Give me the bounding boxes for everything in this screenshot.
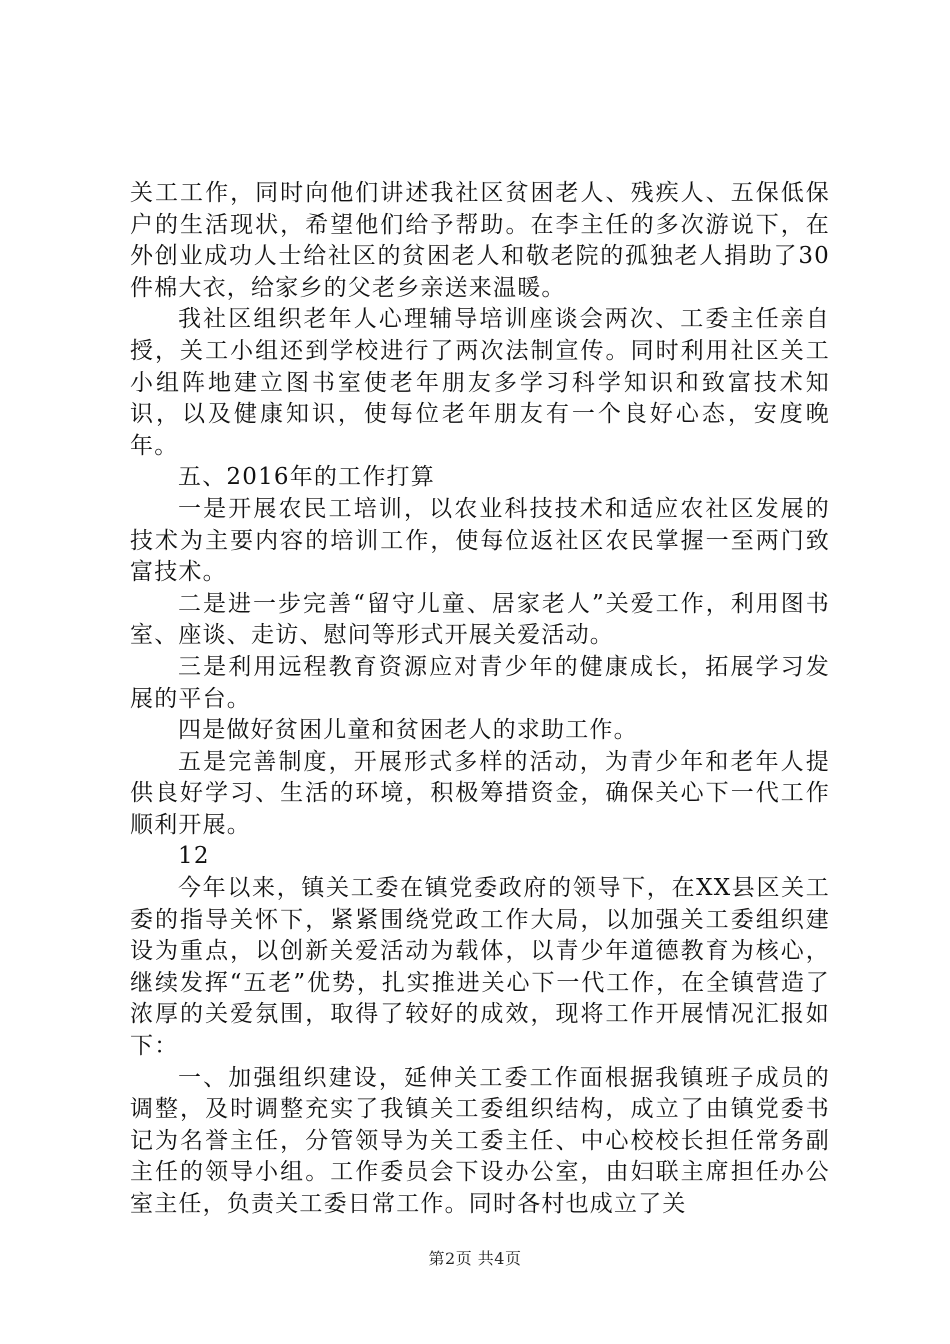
page-footer: 第2页 共4页 [428,1249,522,1268]
document-body [130,178,830,1221]
plan-item-5: 五是完善制度，开展形式多样的活动，为青少年和老年人提供良好学习、生活的环境，积极筹措资金，确保关心下一代工作顺利开展。 [130,748,830,838]
plan-item-1: 一是开展农民工培训，以农业科技技术和适应农社区发展的技术为主要内容的培训工作，使每位返社区农民掌握一至两门致富技术。 [130,495,830,586]
paragraph-organization: 一、加强组织建设，延伸关工委工作面根据我镇班子成员的调整，及时调整充实了我镇关工委组织结构，成立了由镇党委书记为名誉主任，分管领导为关工委主任、中心校校长担任常务副主任的领导小组。工作委员会下设办公室，由妇联主席担任办公室主任，负责关工委日常工作。同时各村也成立了关 [130,1064,830,1217]
plan-item-4: 四是做好贫困儿童和贫困老人的求助工作。 [178,717,638,744]
plan-item-3: 三是利用远程教育资源应对青少年的健康成长，拓展学习发展的平台。 [130,653,830,712]
section-number: 12 [178,843,210,870]
plan-item-2: 二是进一步完善“留守儿童、居家老人”关爱工作，利用图书室、座谈、走访、慰问等形式开展关爱活动。 [130,590,830,649]
paragraph-introduction: 今年以来，镇关工委在镇党委政府的领导下，在XX县区关工委的指导关怀下，紧紧围绕党政工作大局，以加强关工委组织建设为重点，以创新关爱活动为载体，以青少年道德教育为核心，继续发挥“五老”优势，扎实推进关心下一代工作，在全镇营造了浓厚的关爱氛围，取得了较好的成效，现将工作开展情况汇报如下： [130,875,830,1060]
paragraph-training-seminar: 我社区组织老年人心理辅导培训座谈会两次、工委主任亲自授，关工小组还到学校进行了两次法制宣传。同时利用社区关工小组阵地建立图书室使老年朋友多学习科学知识和致富技术知识，以及健康知识，使每位老年朋友有一个良好心态，安度晚年。 [130,306,830,459]
paragraph-continuation: 关工工作，同时向他们讲述我社区贫困老人、残疾人、五保低保户的生活现状，希望他们给予帮助。在李主任的多次游说下，在外创业成功人士给社区的贫困老人和敬老院的孤独老人捐助了30件棉大衣，给家乡的父老乡亲送来温暖。 [130,180,830,301]
section-heading-2016-plan: 五、2016年的工作打算 [178,464,435,491]
